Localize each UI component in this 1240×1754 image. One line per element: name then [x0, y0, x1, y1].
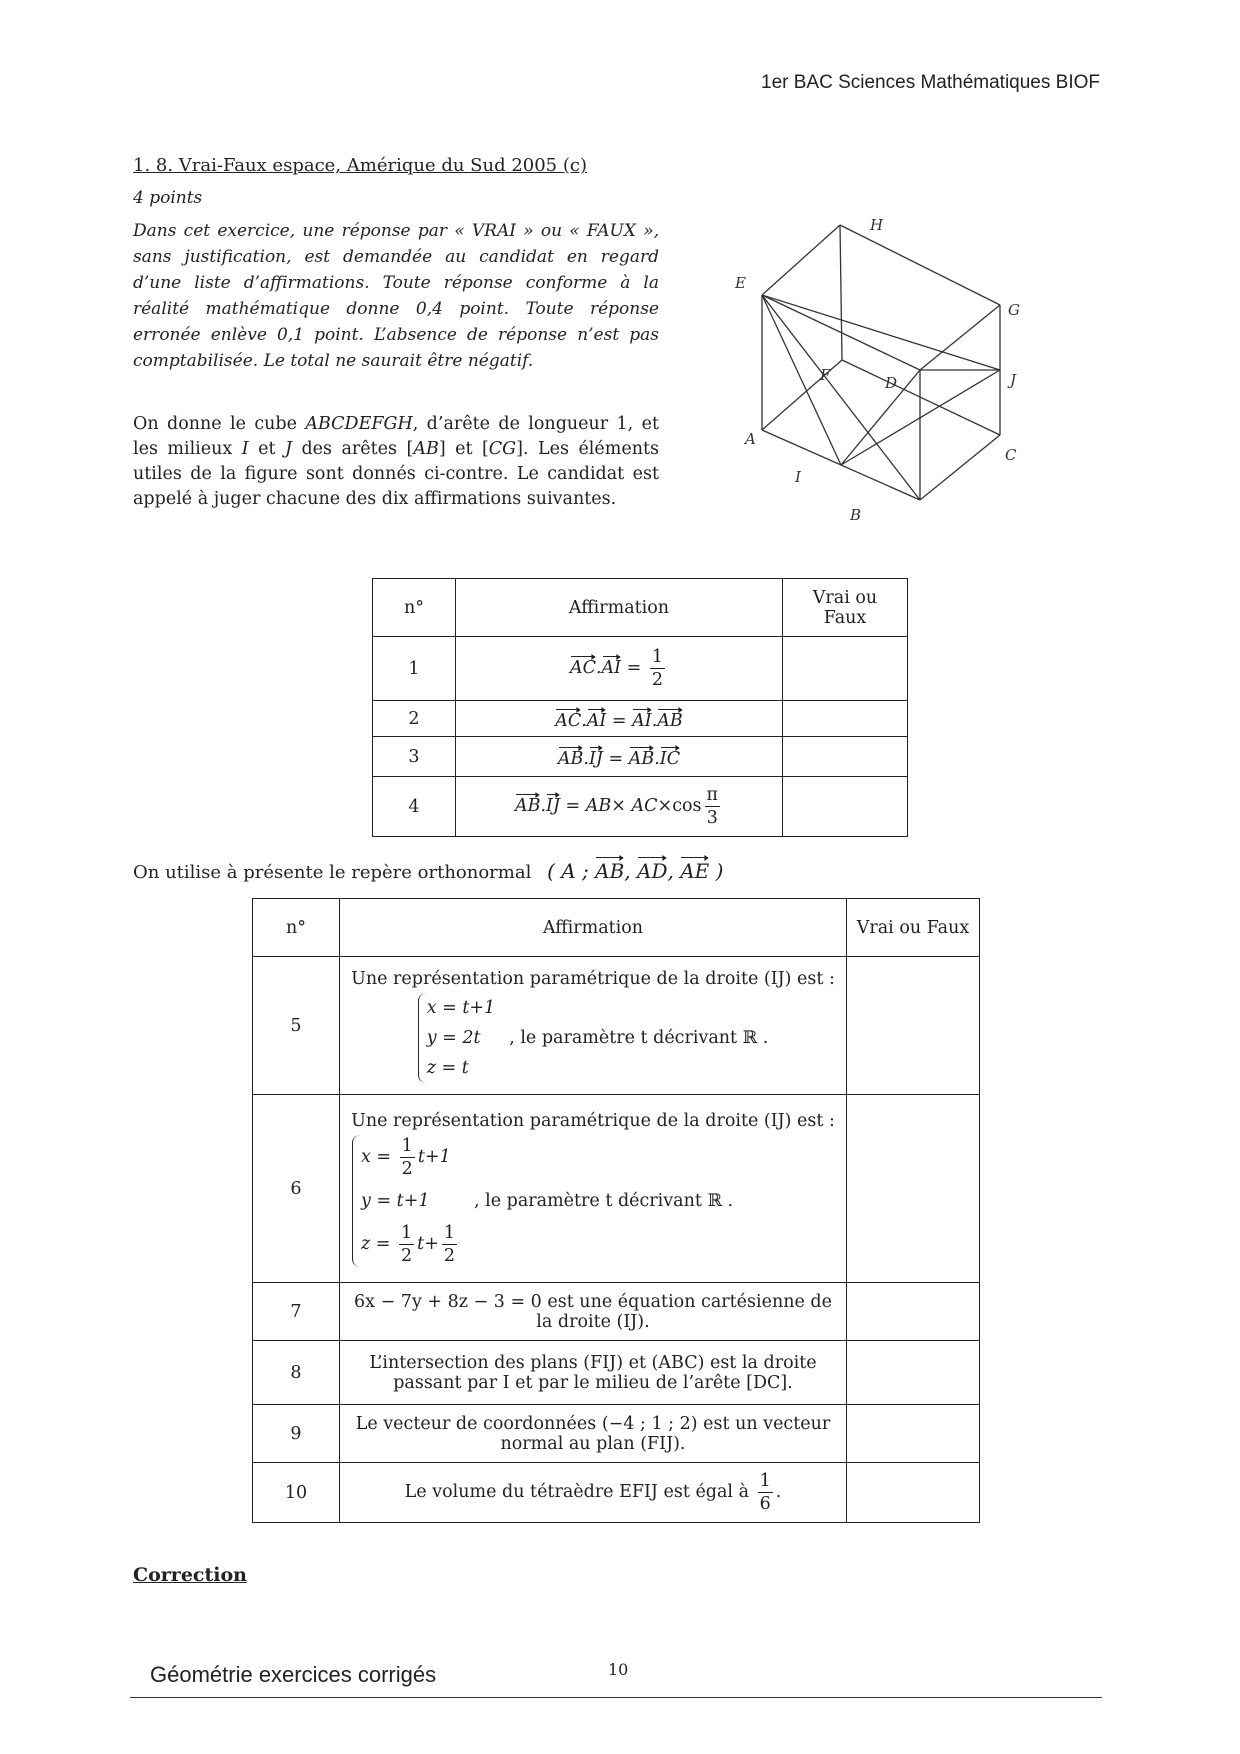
affirmation-9: Le vecteur de coordonnées (−4 ; 1 ; 2) est un vecteur normal au plan (FIJ).: [340, 1405, 847, 1463]
label-g: G: [1008, 301, 1020, 319]
col-num-header: n°: [253, 899, 340, 957]
answer-cell[interactable]: [783, 777, 908, 837]
exercise-points: 4 points: [133, 188, 203, 208]
affirmation-2: AC.AI = AI.AB: [456, 701, 783, 737]
cube-figure: [720, 210, 1040, 530]
row-num: 8: [253, 1341, 340, 1405]
row-num: 9: [253, 1405, 340, 1463]
answer-cell[interactable]: [847, 1283, 980, 1341]
page-header: 1er BAC Sciences Mathématiques BIOF: [761, 72, 1100, 93]
exercise-given: On donne le cube ABCDEFGH, d’arête de longueur 1, et les milieux I et J des arêtes [AB] et [CG]. Les éléments utiles de la figure sont donnés ci-contre. Le candidat est appelé à juger chacune des dix affirmations suivantes.: [133, 414, 660, 509]
col-num-header: n°: [373, 579, 456, 637]
answer-cell[interactable]: [847, 1341, 980, 1405]
repere-line: On utilise à présente le repère orthonormal ( A ; AB, AD, AE ): [133, 855, 723, 883]
answer-cell[interactable]: [783, 637, 908, 701]
label-b: B: [850, 506, 862, 524]
affirmation-10: Le volume du tétraèdre EFIJ est égal à $\frac{1}{6}$ .: [340, 1463, 847, 1523]
label-c: C: [1005, 446, 1017, 464]
label-a: A: [745, 430, 756, 448]
affirmation-5: Une représentation paramétrique de la droite (IJ) est : x = t+1 y = 2t z = t , le paramètre t décrivant ℝ .: [340, 957, 847, 1095]
row-num: 6: [253, 1095, 340, 1283]
label-e: E: [735, 274, 746, 292]
footer-divider: [130, 1697, 1102, 1698]
row-num: 4: [373, 777, 456, 837]
footer-title: Géométrie exercices corrigés: [150, 1662, 437, 1687]
answer-cell[interactable]: [847, 1405, 980, 1463]
affirmations-table-2: [252, 898, 980, 1523]
affirmation-3: AB.IJ = AB.IC: [456, 737, 783, 777]
label-d: D: [885, 374, 898, 392]
affirmation-4: AB.IJ = AB× AC×cos $\frac{\pi}{3}$: [456, 777, 783, 837]
affirmation-8: L’intersection des plans (FIJ) et (ABC) est la droite passant par I et par le milieu de l’arête [DC].: [340, 1341, 847, 1405]
label-i: I: [795, 468, 801, 486]
affirmation-1: AC.AI = $\frac{1}{2}$: [456, 637, 783, 701]
row-num: 5: [253, 957, 340, 1095]
row-num: 3: [373, 737, 456, 777]
answer-cell[interactable]: [847, 957, 980, 1095]
row-num: 7: [253, 1283, 340, 1341]
label-f: F: [820, 366, 831, 384]
row-num: 2: [373, 701, 456, 737]
row-num: 1: [373, 637, 456, 701]
answer-cell[interactable]: [783, 737, 908, 777]
affirmation-6: Une représentation paramétrique de la droite (IJ) est : x = $\frac{1}{2}$ t+1 y = t+1 z = $\frac{1}{2}$ t+ $\frac{1}{2}$ , le paramètre t décrivant ℝ .: [340, 1095, 847, 1283]
col-vf-header: Vrai ou Faux: [783, 579, 908, 637]
page-number: 10: [608, 1660, 629, 1679]
answer-cell[interactable]: [847, 1095, 980, 1283]
label-j: J: [1010, 371, 1017, 389]
col-aff-header: Affirmation: [456, 579, 783, 637]
exercise-title: 1. 8. Vrai-Faux espace, Amérique du Sud 2005 (c): [133, 155, 587, 176]
col-aff-header: Affirmation: [340, 899, 847, 957]
col-vf-header: Vrai ou Faux: [847, 899, 980, 957]
row-num: 10: [253, 1463, 340, 1523]
correction-heading: Correction: [133, 1564, 247, 1586]
affirmation-7: 6x − 7y + 8z − 3 = 0 est une équation cartésienne de la droite (IJ).: [340, 1283, 847, 1341]
affirmations-table-1: [372, 578, 908, 837]
answer-cell[interactable]: [783, 701, 908, 737]
answer-cell[interactable]: [847, 1463, 980, 1523]
exercise-intro: Dans cet exercice, une réponse par « VRAI » ou « FAUX », sans justification, est demandée au candidat en regard d’une liste d’affirmations. Toute réponse conforme à la réalité mathématique donne 0,4 point. Toute réponse erronée enlève 0,1 point. L’absence de réponse n’est pas comptabilisée. Le total ne saurait être négatif.: [133, 221, 659, 371]
label-h: H: [870, 216, 884, 234]
